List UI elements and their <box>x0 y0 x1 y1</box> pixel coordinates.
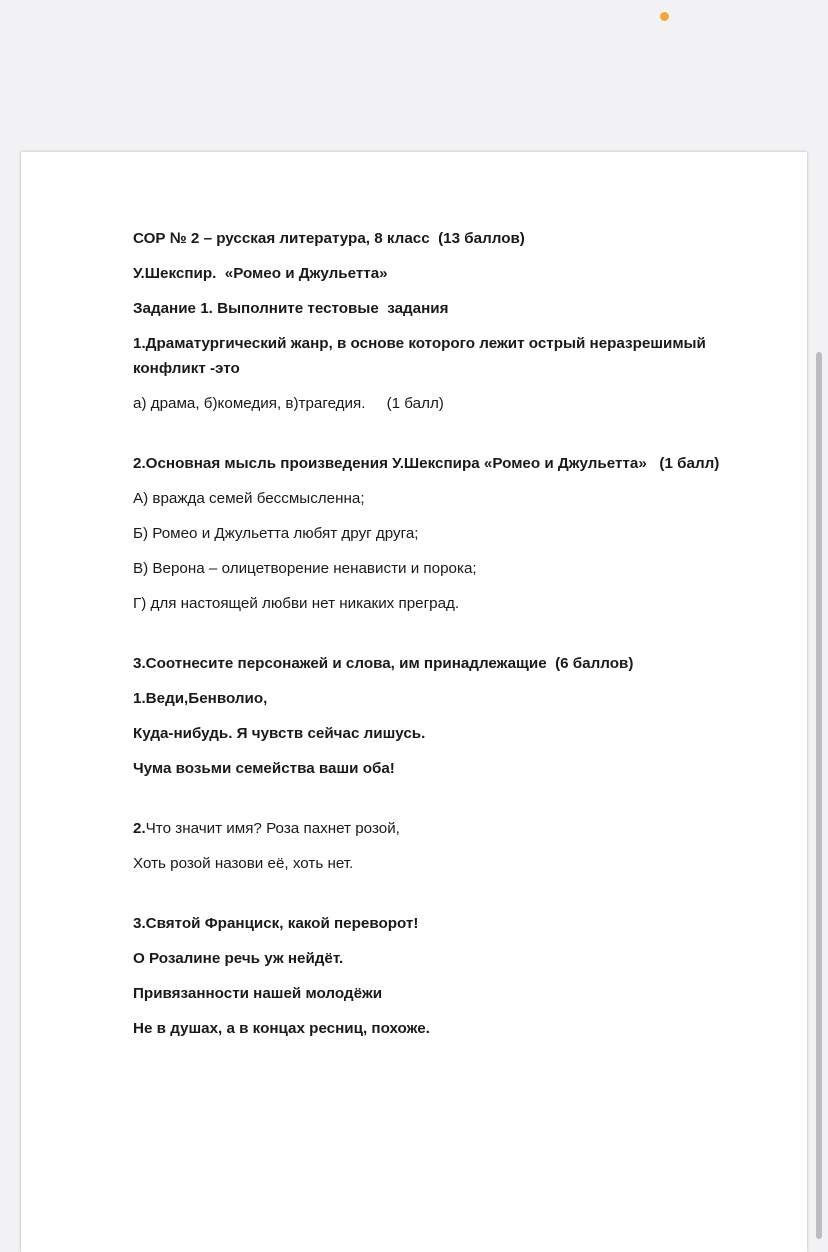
document-title: СОР № 2 – русская литература, 8 класс (13 баллов) <box>133 230 525 247</box>
quote-2-number: 2. <box>133 820 146 837</box>
quote-1-line: 1.Веди,Бенволио, <box>133 690 268 707</box>
question-2-option: Б) Ромео и Джульетта любят друг друга; <box>133 525 419 542</box>
quote-3-line: Не в душах, а в концах ресниц, похоже. <box>133 1020 430 1037</box>
question-2-option: В) Верона – олицетворение ненависти и порока; <box>133 560 477 577</box>
document-content <box>133 226 763 1051</box>
question-1-answers: а) драма, б)комедия, в)трагедия. (1 балл) <box>133 395 444 412</box>
spacer <box>133 791 763 816</box>
task-heading: Задание 1. Выполните тестовые задания <box>133 300 449 317</box>
spacer <box>133 886 763 911</box>
quote-3-line: О Розалине речь уж нейдёт. <box>133 950 344 967</box>
quote-3-line: 3.Святой Франциск, какой переворот! <box>133 915 419 932</box>
quote-2-text: Что значит имя? Роза пахнет розой, <box>145 820 400 837</box>
question-2-option: А) вражда семей бессмысленна; <box>133 490 365 507</box>
quote-1-line: Чума возьми семейства ваши оба! <box>133 760 395 777</box>
question-2-option: Г) для настоящей любви нет никаких преград. <box>133 595 460 612</box>
spacer <box>133 626 763 651</box>
question-1: 1.Драматургический жанр, в основе которого лежит острый неразрешимый конфликт -это <box>133 335 711 377</box>
quote-1-line: Куда-нибудь. Я чувств сейчас лишусь. <box>133 725 426 742</box>
work-title: У.Шекспир. «Ромео и Джульетта» <box>133 265 388 282</box>
question-3: 3.Соотнесите персонажей и слова, им принадлежащие (6 баллов) <box>133 655 634 672</box>
vertical-scrollbar[interactable] <box>816 352 822 1239</box>
spacer <box>133 426 763 451</box>
document-page <box>21 152 807 1252</box>
quote-2-line: Хоть розой назови её, хоть нет. <box>133 855 354 872</box>
quote-2-line <box>133 816 763 841</box>
question-2: 2.Основная мысль произведения У.Шекспира «Ромео и Джульетта» (1 балл) <box>133 455 720 472</box>
quote-3-line: Привязанности нашей молодёжи <box>133 985 383 1002</box>
status-indicator-dot <box>660 12 669 21</box>
